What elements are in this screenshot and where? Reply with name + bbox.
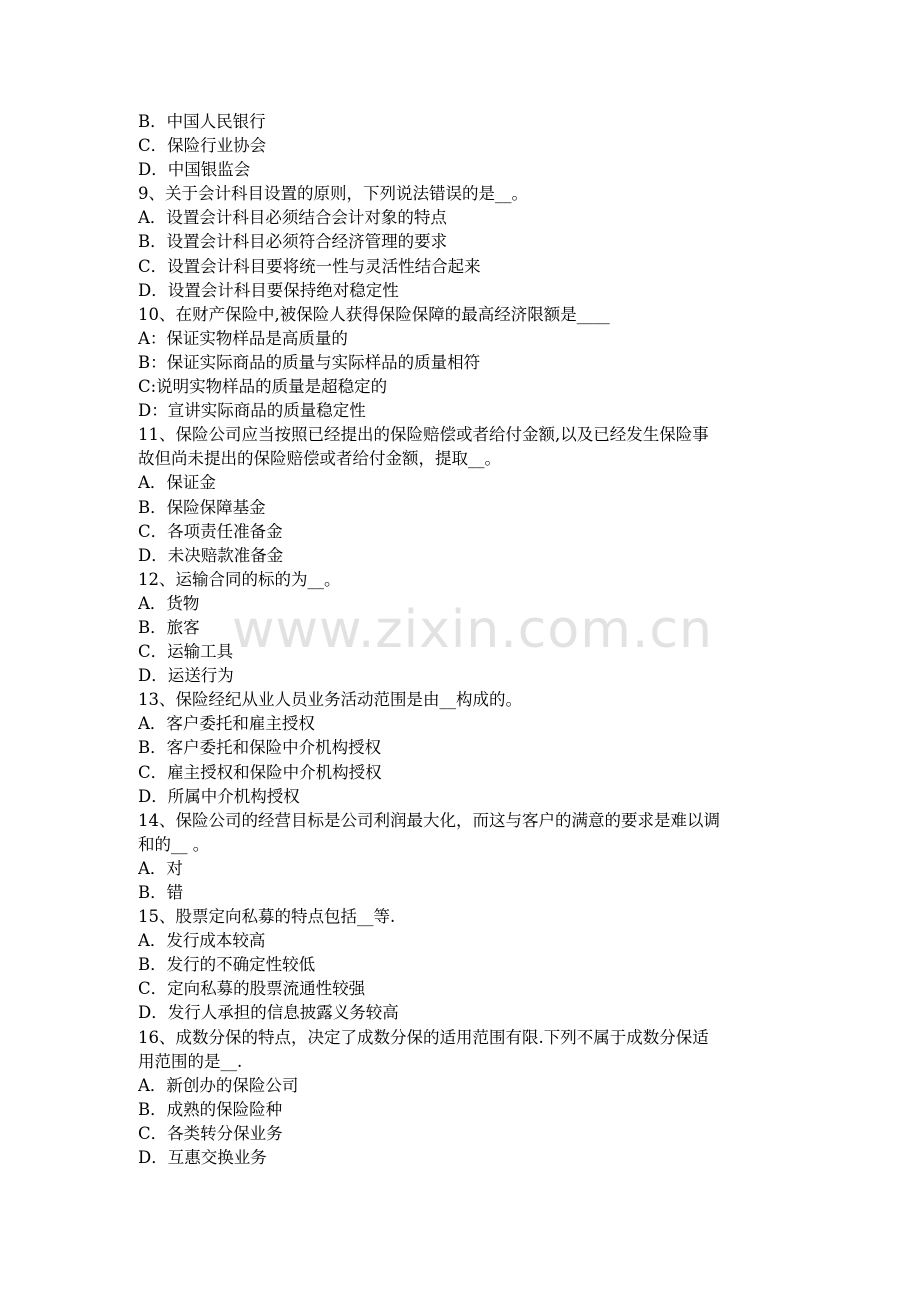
question-9: 9、关于会计科目设置的原则，下列说法错误的是__。 <box>138 184 528 204</box>
option-b: B．发行的不确定性较低 <box>138 955 316 975</box>
question-13: 13、保险经纪从业人员业务活动范围是由__构成的。 <box>138 690 522 710</box>
option-b: B．旅客 <box>138 617 200 637</box>
option-d: D．运送行为 <box>138 666 234 686</box>
question-16-continued: 用范围的是__. <box>138 1051 243 1071</box>
option-c: C．各项责任准备金 <box>138 521 283 541</box>
option-c: C．设置会计科目要将统一性与灵活性结合起来 <box>138 256 481 276</box>
option-a: A：保证实物样品是高质量的 <box>138 328 348 348</box>
option-d: D：宣讲实际商品的质量稳定性 <box>138 401 366 421</box>
option-b: B：保证实际商品的质量与实际样品的质量相符 <box>138 352 481 372</box>
option-c: C．各类转分保业务 <box>138 1123 283 1143</box>
option-c: C．雇主授权和保险中介机构授权 <box>138 762 382 782</box>
option-b: B．设置会计科目必须符合经济管理的要求 <box>138 232 448 252</box>
option-b: B．中国人民银行 <box>138 112 266 131</box>
option-d: D．设置会计科目要保持绝对稳定性 <box>138 280 399 300</box>
option-a: A．设置会计科目必须结合会计对象的特点 <box>138 208 447 228</box>
option-c: C．运输工具 <box>138 642 234 662</box>
document-body <box>138 110 788 1170</box>
option-d: D．发行人承担的信息披露义务较高 <box>138 1003 399 1023</box>
option-a: A．发行成本较高 <box>138 931 266 951</box>
question-12: 12、运输合同的标的为__。 <box>138 569 341 589</box>
question-11: 11、保险公司应当按照已经提出的保险赔偿或者给付金额,以及已经发生保险事 <box>138 425 709 445</box>
option-a: A．客户委托和雇主授权 <box>138 714 315 734</box>
option-d: D．中国银监会 <box>138 160 251 180</box>
option-c: C:说明实物样品的质量是超稳定的 <box>138 377 388 397</box>
option-c: C．定向私募的股票流通性较强 <box>138 979 366 999</box>
option-a: A．保证金 <box>138 473 216 493</box>
option-d: D．所属中介机构授权 <box>138 786 300 806</box>
option-b: B．错 <box>138 883 184 902</box>
option-a: A．货物 <box>138 593 200 613</box>
question-16: 16、成数分保的特点，决定了成数分保的适用范围有限.下列不属于成数分保适 <box>138 1027 709 1047</box>
question-14: 14、保险公司的经营目标是公司利润最大化，而这与客户的满意的要求是难以调 <box>138 810 720 830</box>
option-d: D．未决赔款准备金 <box>138 545 284 565</box>
question-15: 15、股票定向私募的特点包括__等. <box>138 907 396 927</box>
option-b: B．成熟的保险险种 <box>138 1099 283 1119</box>
option-c: C．保险行业协会 <box>138 136 267 156</box>
question-11-continued: 故但尚未提出的保险赔偿或者给付金额，提取__。 <box>138 449 501 469</box>
question-10: 10、在财产保险中,被保险人获得保险保障的最高经济限额是____ <box>138 304 610 324</box>
option-b: B．客户委托和保险中介机构授权 <box>138 738 382 758</box>
question-14-continued: 和的__ 。 <box>138 834 210 854</box>
option-a: A．新创办的保险公司 <box>138 1075 299 1095</box>
option-a: A．对 <box>138 858 183 878</box>
option-d: D．互惠交换业务 <box>138 1148 267 1168</box>
option-b: B．保险保障基金 <box>138 497 266 517</box>
watermark: www.zixin.com.cn <box>232 600 713 660</box>
